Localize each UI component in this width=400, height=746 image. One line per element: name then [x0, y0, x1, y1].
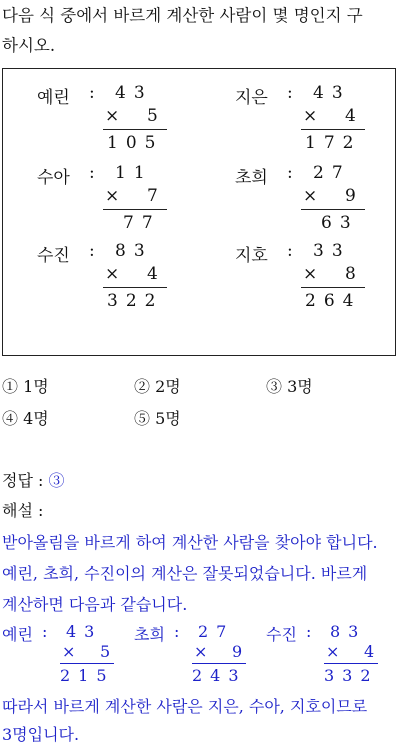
product: 243 [192, 666, 247, 685]
multiplier: 8 [345, 264, 356, 284]
correction-colon: : [174, 622, 180, 641]
correction-sujin [266, 622, 396, 692]
multiplicand: 43 [66, 622, 103, 641]
multiplicand: 43 [313, 83, 351, 103]
problem-name: 지은 [235, 88, 268, 108]
result-line [60, 663, 114, 664]
result-line [103, 287, 167, 288]
correction-colon: : [306, 622, 312, 641]
option-marker: ① [2, 377, 19, 396]
product: 264 [305, 291, 362, 311]
correction-yerin [2, 622, 132, 692]
option-5[interactable] [134, 406, 181, 429]
problem-colon: : [287, 241, 293, 261]
question-line-2: 하시오. [2, 36, 56, 55]
correction-colon: : [42, 622, 48, 641]
times-sign: × [105, 186, 120, 206]
product: 332 [324, 666, 379, 685]
multiplicand: 27 [198, 622, 235, 641]
option-4[interactable] [2, 406, 49, 429]
multiplier: 9 [345, 186, 356, 206]
times-sign: × [303, 264, 318, 284]
problem-box [2, 68, 396, 356]
problem-colon: : [287, 163, 293, 183]
times-sign: × [326, 642, 340, 661]
option-marker: ② [134, 377, 151, 396]
multiplicand: 83 [330, 622, 367, 641]
problem-jieun [235, 83, 375, 163]
result-line [301, 287, 365, 288]
multiplier: 4 [364, 642, 375, 661]
correction-chohui [134, 622, 264, 692]
multiplier: 4 [147, 264, 158, 284]
product: 172 [305, 133, 362, 153]
option-3[interactable] [266, 374, 313, 397]
problem-chohui [235, 163, 375, 243]
answer-value: ③ [48, 471, 65, 490]
problem-colon: : [287, 83, 293, 103]
product: 215 [60, 666, 115, 685]
multiplicand: 11 [115, 163, 153, 183]
option-text: 3명 [287, 377, 313, 396]
multiplicand: 27 [313, 163, 351, 183]
problem-colon: : [89, 83, 95, 103]
option-marker: ⑤ [134, 409, 151, 428]
option-1[interactable] [2, 374, 49, 397]
conclusion-line-2: 3명입니다. [2, 725, 80, 744]
explanation-line-3: 계산하면 다음과 같습니다. [2, 595, 188, 614]
result-line [103, 209, 167, 210]
problem-sujin [37, 241, 177, 321]
times-sign: × [194, 642, 208, 661]
result-line [324, 663, 378, 664]
problem-colon: : [89, 163, 95, 183]
option-text: 1명 [23, 377, 49, 396]
times-sign: × [62, 642, 76, 661]
problem-name: 초희 [235, 168, 268, 188]
times-sign: × [303, 106, 318, 126]
explanation-label: 해설 : [2, 501, 44, 520]
problem-name: 지호 [235, 246, 268, 266]
multiplicand: 43 [115, 83, 153, 103]
problem-jiho [235, 241, 375, 321]
conclusion-line-1: 따라서 바르게 계산한 사람은 지은, 수아, 지호이므로 [2, 697, 368, 716]
correction-name: 초희 [134, 625, 165, 644]
problem-colon: : [89, 241, 95, 261]
times-sign: × [105, 106, 120, 126]
correction-name: 예린 [2, 625, 33, 644]
answer-label: 정답 : [2, 471, 44, 490]
problem-name: 예린 [37, 88, 70, 108]
multiplier: 4 [345, 106, 356, 126]
option-text: 5명 [155, 409, 181, 428]
option-text: 2명 [155, 377, 181, 396]
multiplicand: 33 [313, 241, 351, 261]
question-line-1: 다음 식 중에서 바르게 계산한 사람이 몇 명인지 구 [2, 6, 363, 25]
multiplier: 5 [147, 106, 158, 126]
result-line [301, 129, 365, 130]
explanation-line-1: 받아올림을 바르게 하여 계산한 사람을 찾아야 합니다. [2, 533, 378, 552]
option-marker: ③ [266, 377, 283, 396]
problem-sua [37, 163, 177, 243]
product: 63 [321, 213, 359, 233]
correction-name: 수진 [266, 625, 297, 644]
result-line [192, 663, 246, 664]
explanation-line-2: 예린, 초희, 수진이의 계산은 잘못되었습니다. 바르게 [2, 564, 368, 583]
result-line [301, 209, 365, 210]
answer [2, 468, 65, 491]
problem-yerin [37, 83, 177, 163]
times-sign: × [303, 186, 318, 206]
multiplicand: 83 [115, 241, 153, 261]
result-line [103, 129, 167, 130]
product: 322 [107, 291, 164, 311]
option-marker: ④ [2, 409, 19, 428]
option-2[interactable] [134, 374, 181, 397]
multiplier: 7 [147, 186, 158, 206]
product: 105 [107, 133, 164, 153]
multiplier: 9 [232, 642, 243, 661]
problem-name: 수아 [37, 168, 70, 188]
product: 77 [123, 213, 161, 233]
multiplier: 5 [100, 642, 111, 661]
problem-name: 수진 [37, 246, 70, 266]
option-text: 4명 [23, 409, 49, 428]
times-sign: × [105, 264, 120, 284]
